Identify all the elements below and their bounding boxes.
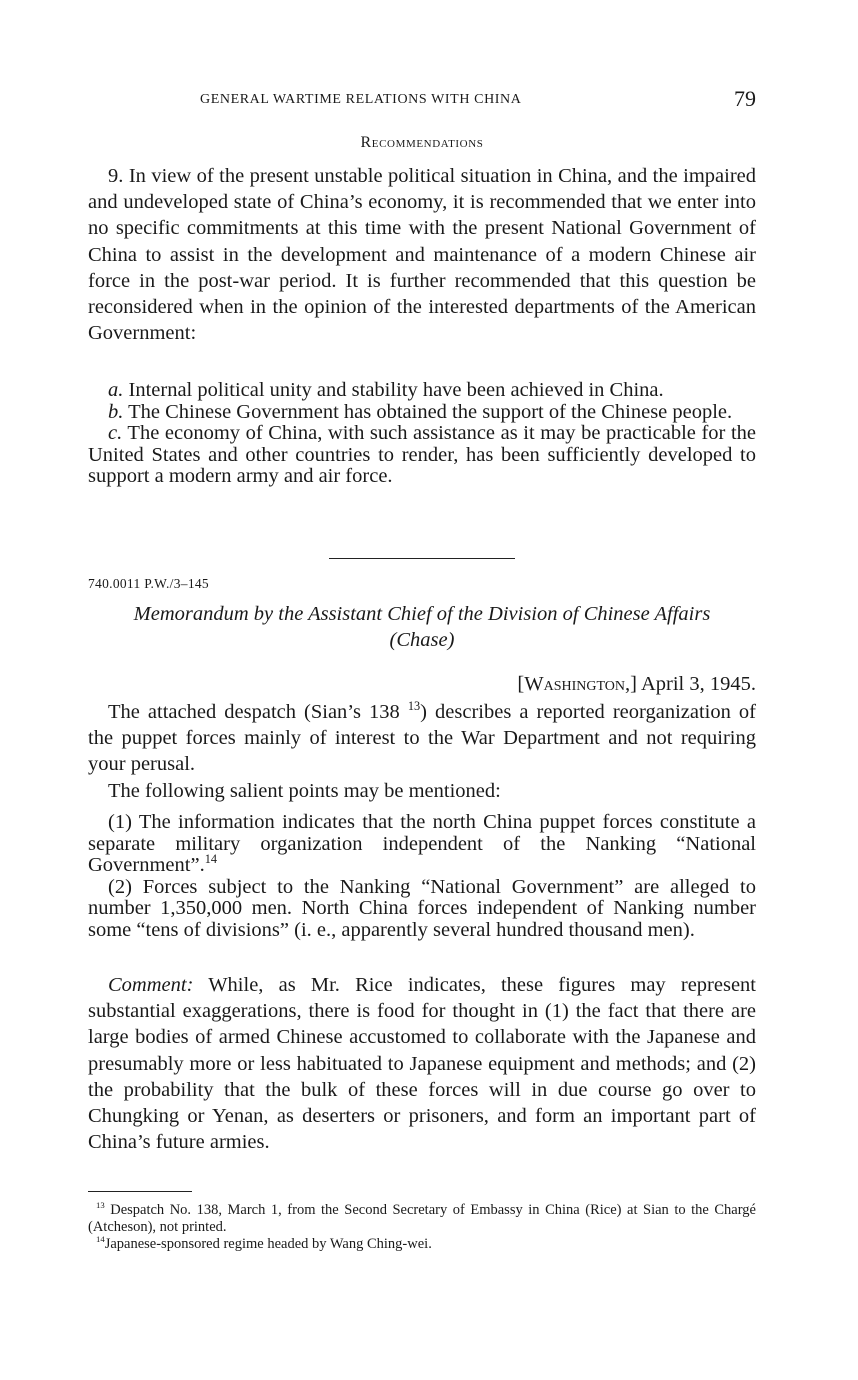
para-text: The attached despatch (Sian’s 138 [108, 701, 408, 723]
memo-paragraph-2: The following salient points may be mentioned: [108, 779, 501, 802]
item-letter: b. [108, 400, 124, 423]
footnote-divider [88, 1191, 192, 1192]
points-list [88, 812, 756, 941]
item-text: Internal political unity and stability have been achieved in China. [123, 379, 664, 401]
running-head: GENERAL WARTIME RELATIONS WITH CHINA [200, 92, 522, 107]
footnote-text: Despatch No. 138, March 1, from the Second Secretary of Embassy in China (Rice) at Sian to the Chargé (Atcheson), not printed. [88, 1202, 756, 1235]
point-2: (2) Forces subject to the Nanking “National Government” are alleged to number 1,350,000 men. North China forces independent of Nanking number some “tens of divisions” (i. e., apparently several hundred thousand men). [88, 875, 756, 941]
section-heading: Recommendations [360, 134, 484, 151]
item-text: The Chinese Government has obtained the support of the Chinese people. [123, 400, 733, 423]
paragraph-9: 9. In view of the present unstable political situation in China, and the impaired and undeveloped state of China’s economy, it is recommended that we enter into no specific commitments at this time with the present National Government of China to assist in the development and maintenance of a modern Chinese air force in the post-war period. It is further recommended that this question be reconsidered when in the opinion of the interested departments of the American Government: [88, 165, 756, 345]
item-letter: a. [108, 379, 124, 401]
item-letter: c. [108, 422, 123, 444]
item-text: The economy of China, with such assistance as it may be practicable for the United States and other countries to render, has been sufficiently developed to support a modern army and air force. [88, 422, 756, 487]
dateline-date: April 3, 1945. [636, 673, 756, 695]
list-item [88, 402, 756, 424]
comment-label: Comment: [108, 974, 194, 996]
recommendation-block [88, 163, 756, 346]
page-number: 79 [734, 86, 756, 111]
footnote-ref-14: 14 [204, 852, 217, 867]
footnote-ref-13: 13 [407, 699, 421, 714]
comment-text: While, as Mr. Rice indicates, these figures may represent substantial exaggerations, there is food for thought in (1) the fact that there are large bodies of armed Chinese accustomed to collaborate with the Japanese and presumably more or less habituated to Japanese equipment and methods; and (2) the probability that the bulk of these forces will in due course go over to Chungking or Yenan, as deserters or prisoners, and form an important part of China’s future armies. [88, 974, 756, 1154]
memo-intro [88, 699, 756, 804]
memo-title [88, 601, 756, 653]
memo-title-line1: Memorandum by the Assistant Chief of the Division of Chinese Affairs [133, 603, 711, 625]
document-page [88, 0, 756, 1380]
list-item [88, 423, 756, 488]
para-text: ) describes a reported reorganization of the puppet forces mainly of interest to the War Department and not requiring your perusal. [88, 701, 756, 776]
footnote [88, 1202, 756, 1236]
dateline-place: [Washington,] [517, 673, 637, 695]
section-divider [329, 558, 515, 559]
footnote [88, 1236, 756, 1253]
conditions-list [88, 380, 756, 488]
file-number: 740.0011 P.W./3–145 [88, 576, 209, 591]
point-text: (1) The information indicates that the north China puppet forces constitute a separate military organization independent of the Nanking “National Government”. [88, 811, 756, 876]
point-1 [88, 812, 756, 877]
comment-paragraph [88, 972, 756, 1155]
footnote-text: Japanese-sponsored regime headed by Wang Ching-wei. [104, 1236, 432, 1252]
page-header [88, 88, 756, 114]
list-item [88, 380, 756, 402]
footnotes [88, 1202, 756, 1253]
memo-paragraph-1 [88, 699, 756, 778]
memo-title-line2: (Chase) [389, 629, 455, 651]
dateline [517, 673, 756, 696]
comment-block [88, 972, 756, 1155]
footnote-mark: 14 [96, 1234, 105, 1245]
footnote-mark: 13 [96, 1200, 105, 1211]
